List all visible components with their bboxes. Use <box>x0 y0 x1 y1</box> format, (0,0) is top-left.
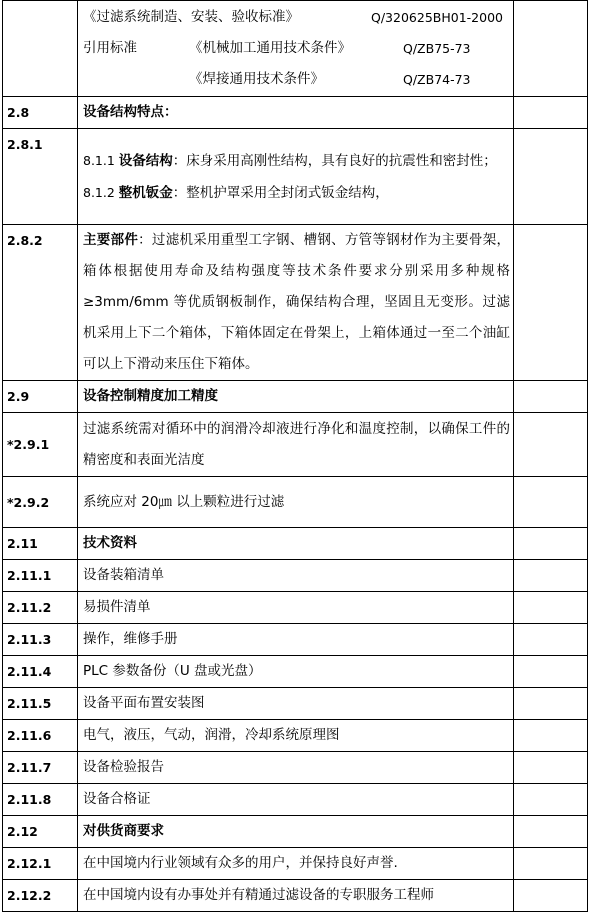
row-number-cell: 2.11.6 <box>3 720 78 752</box>
row-number-cell: 2.11 <box>3 528 78 560</box>
row-number-cell: 2.11.5 <box>3 688 78 720</box>
paragraph <box>83 177 510 209</box>
standard-line <box>83 33 510 64</box>
row-number-cell: 2.12.2 <box>3 880 78 912</box>
row-text-cell: 系统应对 20㎛ 以上颗粒进行过滤 <box>78 477 514 528</box>
standards-cell <box>78 1 514 97</box>
row-number-cell: 2.12 <box>3 816 78 848</box>
table-row <box>3 1 588 97</box>
spec-table <box>2 0 588 912</box>
clause-text: ：整机护罩采用全封闭式钣金结构， <box>172 184 389 201</box>
row-number-cell: 2.11.1 <box>3 560 78 592</box>
standard-line <box>83 64 510 95</box>
remark-cell <box>514 528 588 560</box>
row-number-cell: 2.11.4 <box>3 656 78 688</box>
row-number-cell <box>3 413 78 477</box>
remark-cell <box>514 592 588 624</box>
table-row <box>3 592 588 624</box>
table-row <box>3 752 588 784</box>
standard-code: Q/320625BH01-2000 <box>371 10 503 25</box>
standard-code: Q/ZB74-73 <box>403 72 471 87</box>
row-text-cell: 设备平面布置安装图 <box>78 688 514 720</box>
standard-name: 《机械加工通用技术条件》 <box>189 40 351 56</box>
table-row <box>3 225 588 381</box>
table-row <box>3 477 588 528</box>
row-text-cell: 设备装箱清单 <box>78 560 514 592</box>
standard-line <box>83 2 510 33</box>
row-number-cell: 2.8 <box>3 97 78 129</box>
row-text-cell: 对供货商要求 <box>78 816 514 848</box>
remark-cell <box>514 688 588 720</box>
table-row <box>3 413 588 477</box>
remark-cell <box>514 97 588 129</box>
row-text-cell: 设备检验报告 <box>78 752 514 784</box>
table-row <box>3 784 588 816</box>
table-row <box>3 688 588 720</box>
row-number-cell: 2.11.3 <box>3 624 78 656</box>
clause-label: 设备结构 <box>118 152 173 169</box>
table-row <box>3 381 588 413</box>
clause-number: 8.1.2 <box>83 184 119 200</box>
table-row <box>3 129 588 225</box>
remark-cell <box>514 880 588 912</box>
table-row <box>3 880 588 912</box>
remark-cell <box>514 381 588 413</box>
remark-cell <box>514 816 588 848</box>
standard-prefix: 引用标准 <box>83 40 137 56</box>
row-text-cell <box>78 129 514 225</box>
row-number-cell: 2.9 <box>3 381 78 413</box>
table-row <box>3 97 588 129</box>
table-row <box>3 848 588 880</box>
remark-cell <box>514 752 588 784</box>
table-row <box>3 528 588 560</box>
paragraph <box>83 145 510 177</box>
clause-number: 8.1.1 <box>83 152 119 168</box>
row-number-cell: 2.11.8 <box>3 784 78 816</box>
row-text-cell: 电气，液压，气动，润滑，冷却系统原理图 <box>78 720 514 752</box>
table-row <box>3 816 588 848</box>
row-number-cell: 2.8.2 <box>3 225 78 381</box>
row-text-cell: 技术资料 <box>78 528 514 560</box>
row-text-cell: 易损件清单 <box>78 592 514 624</box>
required-star: * <box>7 494 14 510</box>
remark-cell <box>514 477 588 528</box>
remark-cell <box>514 560 588 592</box>
standard-name: 《过滤系统制造、安装、验收标准》 <box>83 9 299 25</box>
row-text-cell: 操作，维修手册 <box>78 624 514 656</box>
row-text-cell: 在中国境内行业领域有众多的用户，并保持良好声誉. <box>78 848 514 880</box>
clause-label: 整机钣金 <box>118 184 173 201</box>
row-text-cell: 设备合格证 <box>78 784 514 816</box>
row-text-cell: 在中国境内设有办事处并有精通过滤设备的专职服务工程师 <box>78 880 514 912</box>
row-text-cell <box>78 225 514 381</box>
row-number: 2.9.2 <box>13 494 50 510</box>
row-text-cell: 设备控制精度加工精度 <box>78 381 514 413</box>
required-star: * <box>7 437 14 452</box>
row-text-cell: 过滤系统需对循环中的润滑冷却液进行净化和温度控制，以确保工件的精密度和表面光洁度 <box>78 413 514 477</box>
row-number-cell: 2.11.7 <box>3 752 78 784</box>
clause-text: ：床身采用高刚性结构，具有良好的抗震性和密封性； <box>172 152 497 169</box>
table-row <box>3 656 588 688</box>
clause-label: 主要部件 <box>83 232 139 248</box>
remark-cell <box>514 720 588 752</box>
row-number-cell: 2.12.1 <box>3 848 78 880</box>
remark-cell <box>514 413 588 477</box>
remark-cell <box>514 784 588 816</box>
remark-cell <box>514 1 588 97</box>
table-row <box>3 720 588 752</box>
table-row <box>3 560 588 592</box>
row-number-cell: 2.8.1 <box>3 129 78 225</box>
table-row <box>3 624 588 656</box>
remark-cell <box>514 624 588 656</box>
remark-cell <box>514 848 588 880</box>
remark-cell <box>514 656 588 688</box>
row-number-cell: 2.11.2 <box>3 592 78 624</box>
standard-name: 《焊接通用技术条件》 <box>189 71 324 87</box>
row-text-cell: PLC 参数备份（U 盘或光盘） <box>78 656 514 688</box>
remark-cell <box>514 225 588 381</box>
row-number-cell <box>3 477 78 528</box>
row-text-cell: 设备结构特点： <box>78 97 514 129</box>
clause-text: ：过滤机采用重型工字钢、槽钢、方管等钢材作为主要骨架，箱体根据使用寿命及结构强度等技术条件要求分别采用多种规格≥3mm/6mm 等优质钢板制作，确保结构合理，坚固且无变形。过滤机采用上下二个箱体，下箱体固定在骨架上，上箱体通过一至二个油缸可以上下滑动来压住下箱体。 <box>83 232 511 372</box>
row-number: 2.9.1 <box>13 437 50 452</box>
standard-code: Q/ZB75-73 <box>403 41 471 56</box>
row-number-cell <box>3 1 78 97</box>
remark-cell <box>514 129 588 225</box>
